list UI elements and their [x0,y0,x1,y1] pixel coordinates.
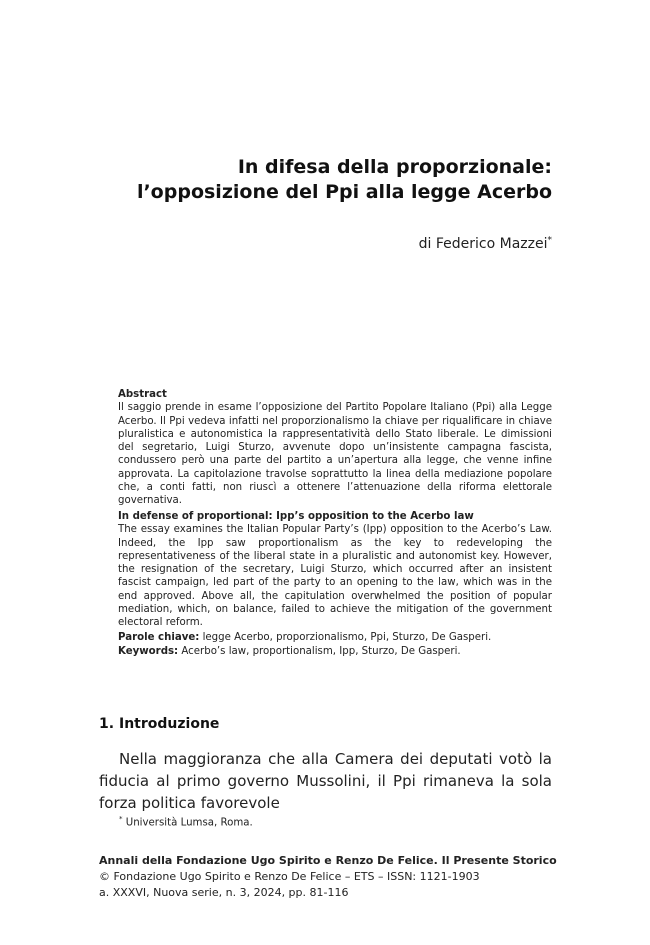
article-title [137,155,552,205]
section-number: 1. [99,716,115,732]
journal-issue: a. XXXVI, Nuova serie, n. 3, 2024, pp. 81-116 [99,886,349,899]
abstract-text: Il saggio prende in esame l’opposizione del Partito Popolare Italiano (Ppi) alla Legge Acerbo. Il Ppi vedeva infatti nel proporzionalismo la chiave per riqualificare in chiave pluralistica e autonomistica la rappresentatività dello Stato liberale. Le dimissioni del segretario, Luigi Sturzo, avvenute dopo un’insistente campagna fascista, condussero però una parte del partito a un’apertura alla legge, che venne infine approvata. La capitolazione travolse soprattutto la linea della mediazione popolare che, a conti fatti, non riuscì a ottenere l’attenuazione della riforma elettorale governativa. [118,402,552,507]
english-abstract-section [118,510,552,630]
journal-copyright: © Fondazione Ugo Spirito e Renzo De Felice – ETS – ISSN: 1121-1903 [99,870,480,883]
author-name: di Federico Mazzei [418,236,548,252]
abstract-heading: Abstract [118,389,167,400]
author-footnote-mark: * [547,235,552,246]
english-abstract-text: The essay examines the Italian Popular Party’s (Ipp) opposition to the Acerbo’s Law. Indeed, the Ipp saw proportionalism as the key to redeveloping the representativeness of the liberal state in a pluralistic and autonomist key. However, the resignation of the secretary, Luigi Sturzo, which occurred after an insistent fascist campaign, led part of the party to an opening to the law, which was in the end approved. Above all, the capitulation overwhelmed the position of popular mediation, which, on balance, failed to achieve the mitigation of the government electoral reform. [118,524,552,629]
keywords-english-label: Keywords: [118,646,179,657]
body-paragraph [99,748,552,814]
abstract-section [118,388,552,508]
keywords-italian-label: Parole chiave: [118,632,200,643]
keywords-english-values: Acerbo’s law, proportionalism, Ipp, Sturzo, De Gasperi. [178,646,461,657]
keywords-italian-values: legge Acerbo, proporzionalismo, Ppi, Sturzo, De Gasperi. [199,632,492,643]
journal-title: Annali della Fondazione Ugo Spirito e Renzo De Felice. Il Presente Storico [99,854,557,867]
section-title: Introduzione [119,716,220,732]
title-line-2: l’opposizione del Ppi alla legge Acerbo [136,181,552,203]
title-line-1: In difesa della proporzionale: [237,156,552,178]
english-abstract-heading: In defense of proportional: Ipp’s opposition to the Acerbo law [118,511,474,522]
footnote-text: Università Lumsa, Roma. [122,817,253,829]
section-heading [99,716,219,732]
journal-info [99,853,557,901]
keywords-italian [118,631,552,644]
footnote-mark: * [119,815,123,823]
keywords-english [118,645,552,658]
author-line [419,236,552,252]
footnote [119,815,253,828]
body-text: Nella maggioranza che alla Camera dei deputati votò la fiducia al primo governo Mussolini, il Ppi rimaneva la sola forza politica favorevole [99,750,552,812]
